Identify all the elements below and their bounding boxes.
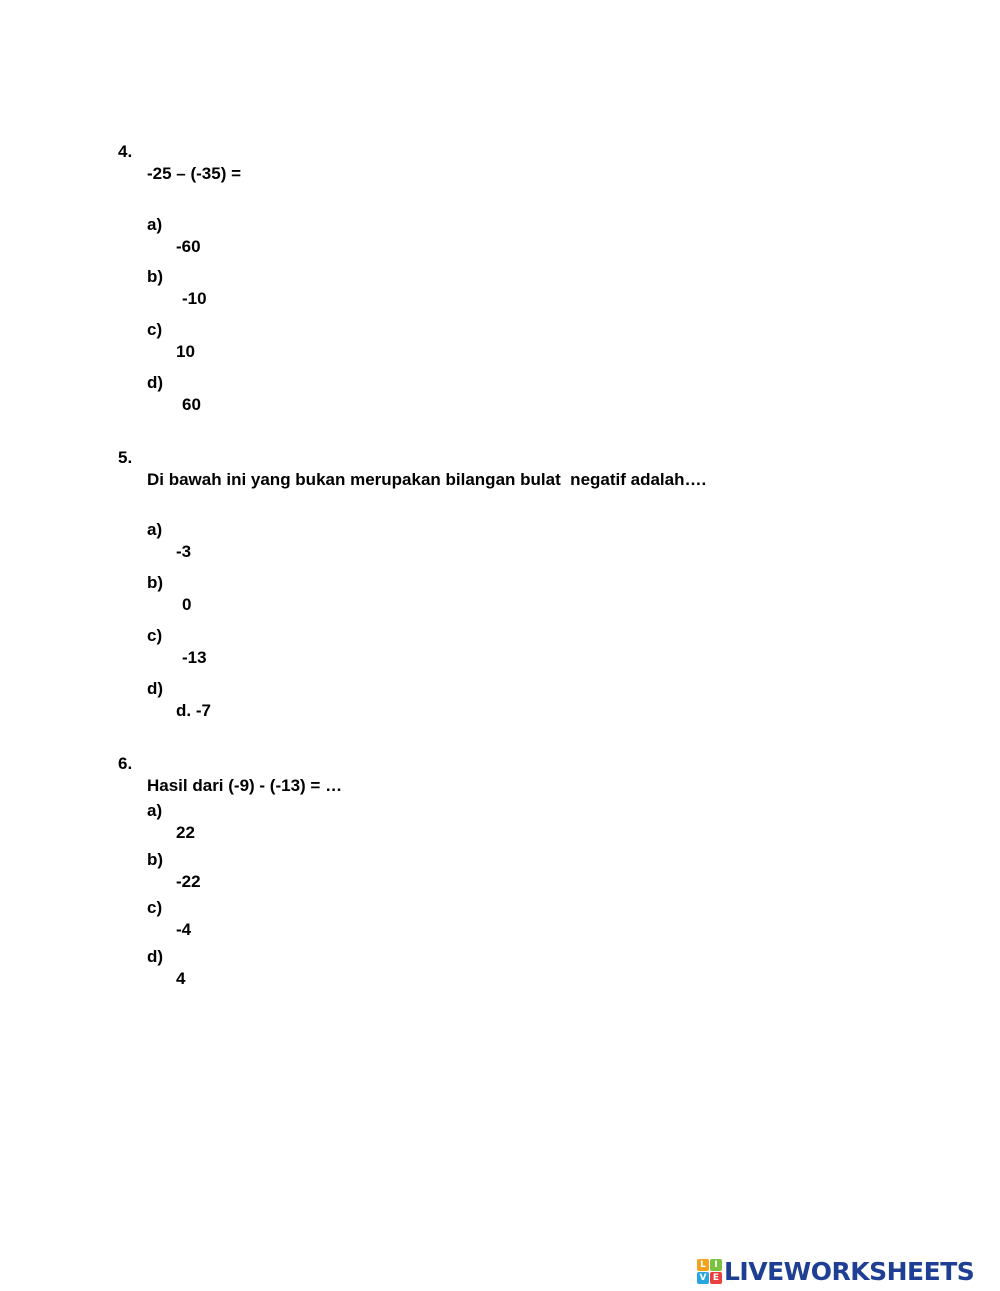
logo-cell: L [697,1259,709,1271]
option-letter: c) [147,898,163,917]
question-text: -25 – (-35) = [147,164,242,183]
question-text: Hasil dari (-9) - (-13) = … [147,776,343,795]
question-number: 5. [118,448,133,467]
question-number: 6. [118,754,133,773]
option-letter: d) [147,679,164,698]
question-4 [0,119,242,185]
liveworksheets-logo-icon [697,1259,722,1284]
logo-cell: E [710,1272,722,1284]
option-value: 22 [176,823,195,842]
option-value: 10 [176,342,195,361]
option-value: 4 [176,969,186,988]
brand-name: LIVEWORKSHEETS [724,1256,975,1286]
option-letter: a) [147,801,163,820]
option-letter: d) [147,373,164,392]
option-value: -22 [176,872,201,891]
option-letter: a) [147,520,163,539]
option-letter: c) [147,320,163,339]
option-value: -13 [182,648,207,667]
liveworksheets-watermark [697,1256,974,1286]
option-letter: d) [147,947,164,966]
option-value: 60 [182,395,201,414]
question-text: Di bawah ini yang bukan merupakan bilangan bulat negatif adalah…. [147,470,707,489]
option-letter: b) [147,267,164,286]
option-letter: b) [147,573,164,592]
option-6d[interactable] [0,924,186,990]
logo-cell: V [697,1272,709,1284]
option-value: d. -7 [176,701,211,720]
option-value: -4 [176,920,192,939]
option-letter: c) [147,626,163,645]
question-number: 4. [118,142,133,161]
logo-cell: I [710,1259,722,1271]
option-value: 0 [182,595,192,614]
option-letter: a) [147,215,163,234]
option-letter: b) [147,850,164,869]
option-value: -3 [176,542,192,561]
question-5 [0,425,707,491]
option-value: -60 [176,237,201,256]
option-value: -10 [182,289,207,308]
